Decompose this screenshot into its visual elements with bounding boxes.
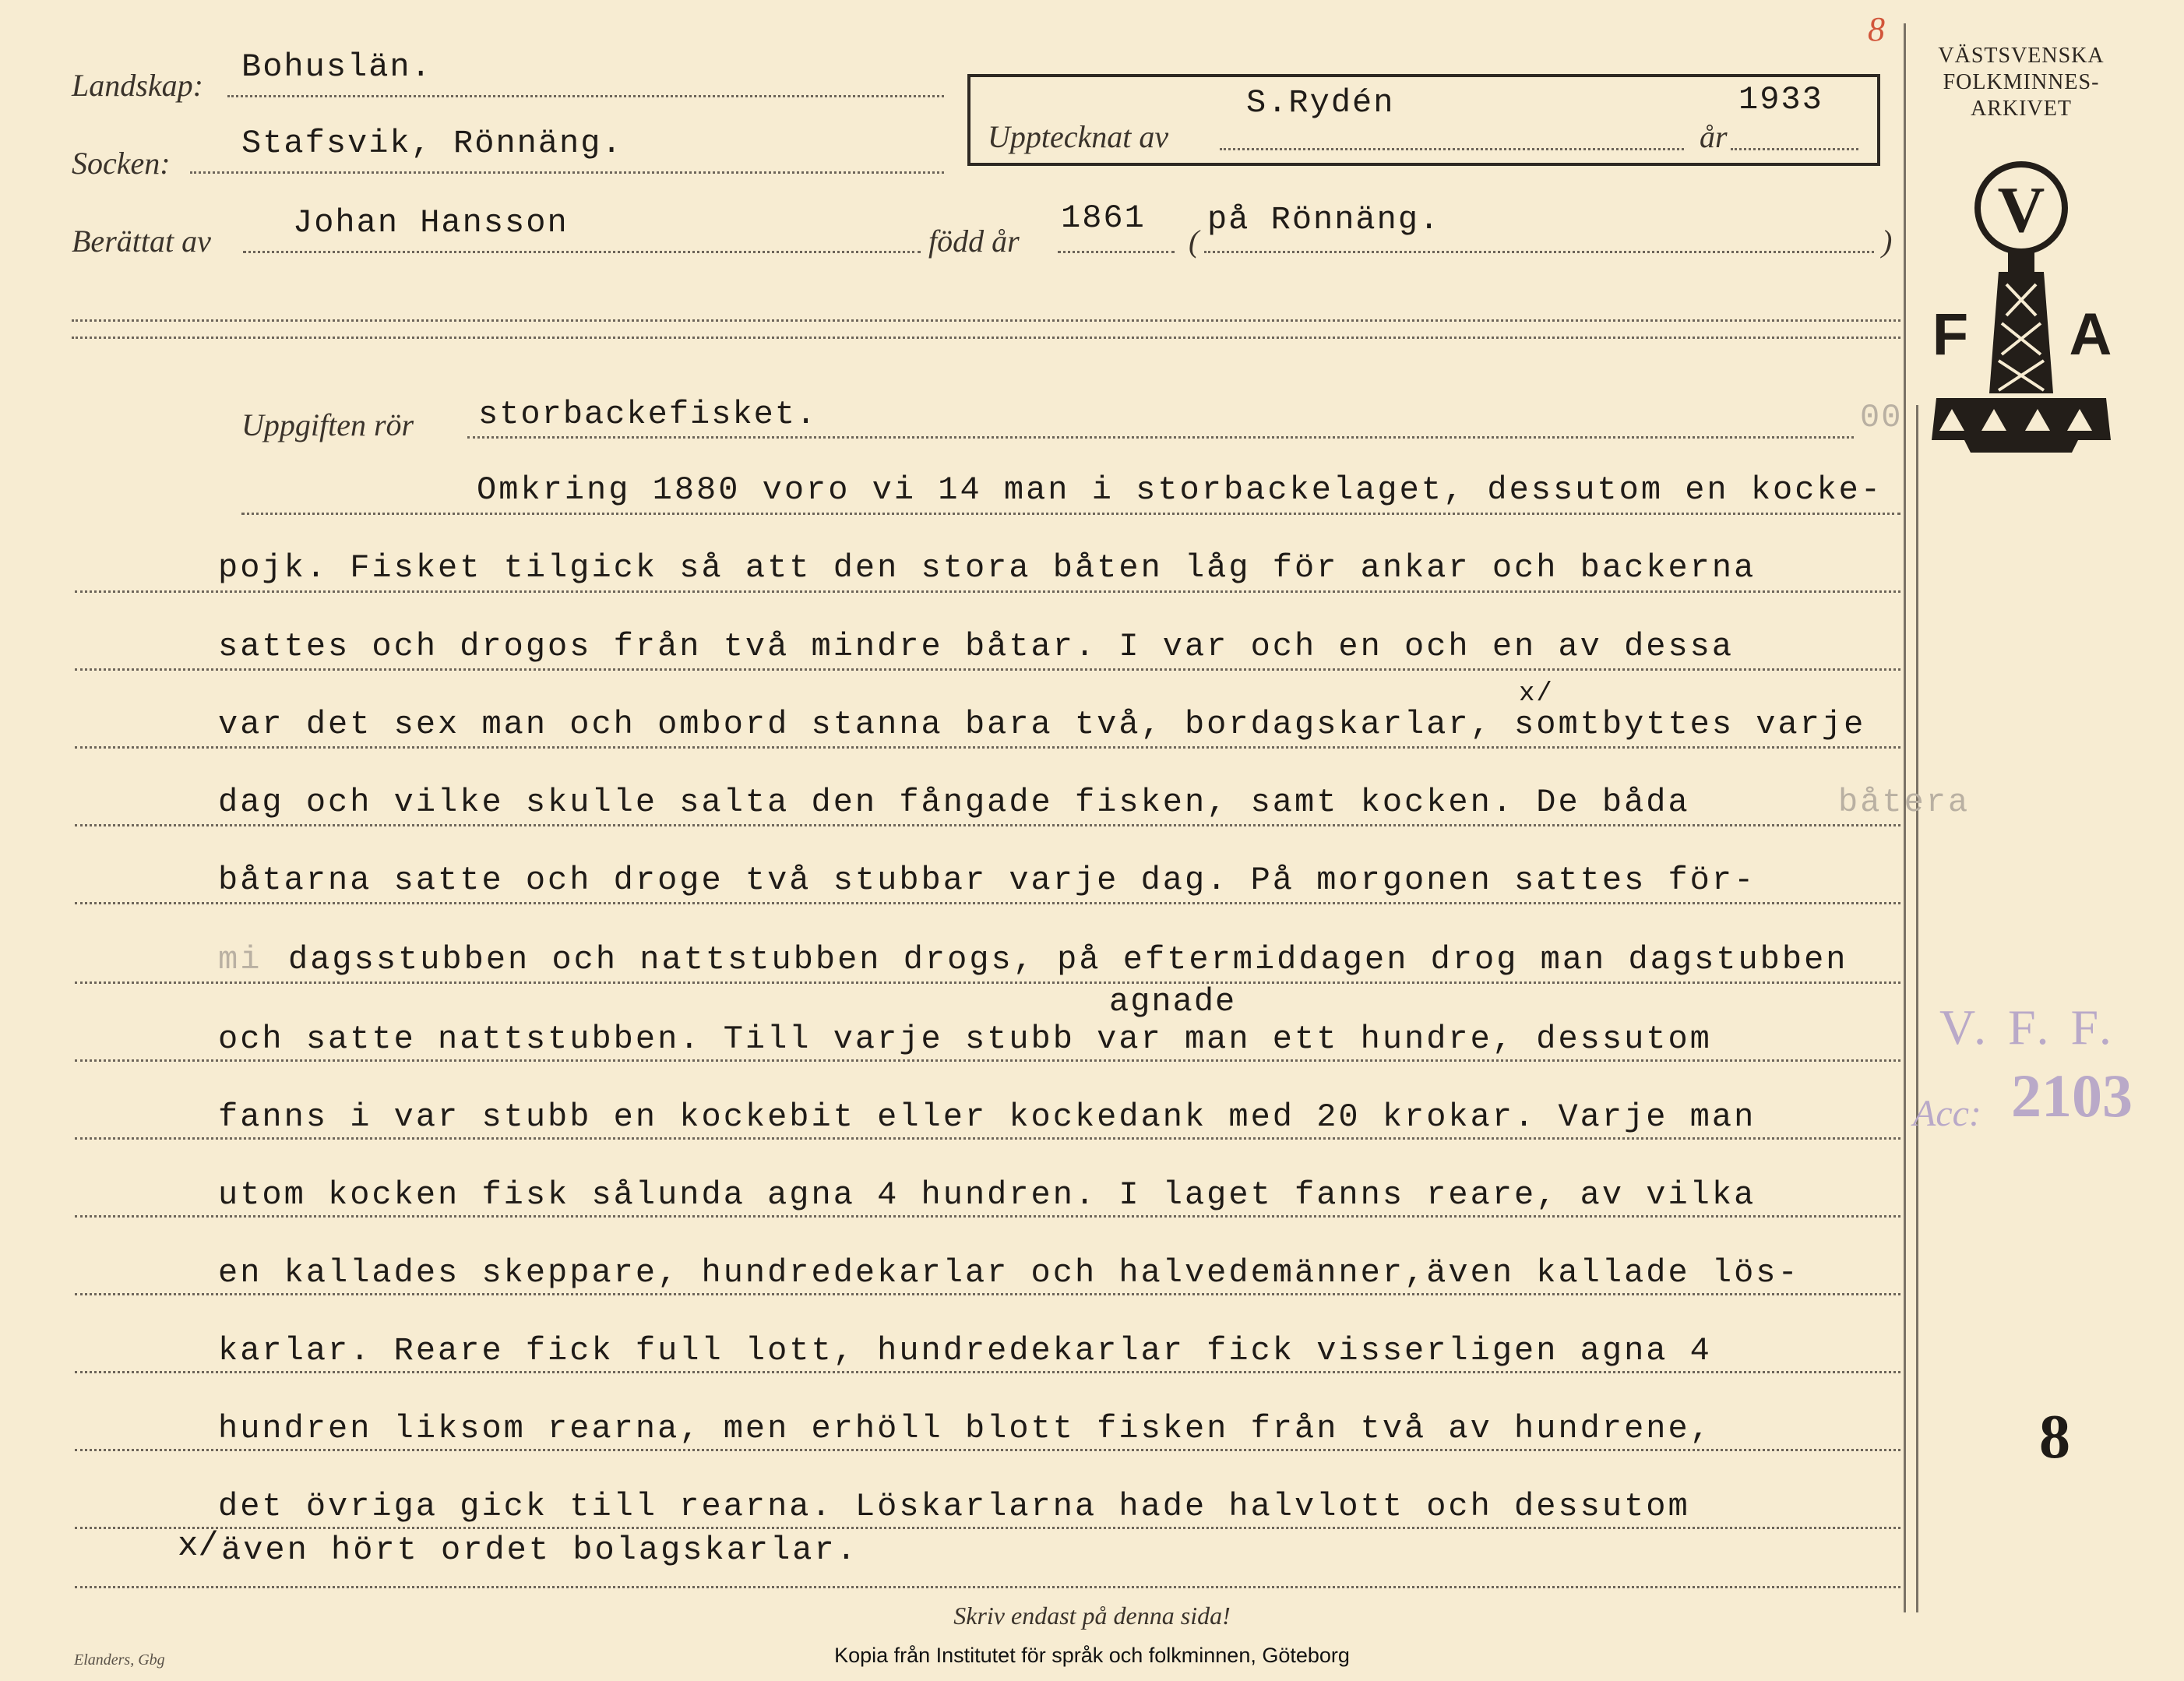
body-line-7: dagsstubben och nattstubben drogs, på eftermiddagen drog man dagstubben bbox=[288, 941, 1848, 978]
narrated-by-label: Berättat av bbox=[72, 224, 211, 259]
body-line-1: Omkring 1880 voro vi 14 man i storbackelaget, dessutom en kocke- bbox=[477, 471, 1883, 509]
stamp-acc-prefix: Acc: bbox=[1913, 1093, 1981, 1134]
archive-name-line1: VÄSTSVENSKA bbox=[1938, 44, 2105, 68]
subject-label: Uppgiften rör bbox=[241, 407, 414, 442]
body-rule-2 bbox=[75, 590, 1900, 593]
recorded-by-dotted-line bbox=[1220, 148, 1684, 150]
stamp-acc-number: 2103 bbox=[2011, 1062, 2133, 1129]
write-one-side-note: Skriv endast på denna sida! bbox=[953, 1602, 1231, 1630]
birthplace-value: på Rönnäng. bbox=[1207, 201, 1441, 238]
margin-rule-right bbox=[1916, 405, 1918, 1612]
body-line-13: hundren liksom rearna, men erhöll blott fisken från två av hundrene, bbox=[218, 1410, 1712, 1447]
archive-name-line2: FOLKMINNES- bbox=[1943, 70, 2100, 94]
subject-dotted-line bbox=[467, 436, 1854, 439]
place-paren-close: ) bbox=[1882, 224, 1893, 259]
landskap-label: Landskap: bbox=[72, 68, 203, 103]
year-label: år bbox=[1700, 119, 1728, 154]
narrated-by-dotted-line bbox=[243, 251, 921, 253]
body-line-4: var det sex man och ombord stanna bara två, bordagskarlar, somtbyttes varje bbox=[218, 706, 1866, 743]
birthplace-dotted-line bbox=[1204, 251, 1874, 253]
corner-mark: 8 bbox=[1868, 10, 1885, 48]
socken-dotted-line bbox=[190, 171, 944, 174]
body-rule-12 bbox=[75, 1371, 1900, 1373]
socken-label: Socken: bbox=[72, 146, 171, 181]
place-paren-open: ( bbox=[1189, 224, 1199, 259]
body-rule-7 bbox=[75, 981, 1900, 984]
page-number: 8 bbox=[2039, 1403, 2070, 1471]
logo-letter-a: A bbox=[2069, 301, 2112, 368]
body-rule-13 bbox=[75, 1449, 1900, 1451]
logo-letter-v: V bbox=[1997, 174, 2045, 246]
body-rule-8 bbox=[75, 1059, 1900, 1062]
body-rule-3 bbox=[75, 668, 1900, 671]
margin-strike-00: 00 bbox=[1860, 399, 1903, 436]
subject-value: storbackefisket. bbox=[478, 396, 818, 433]
recorded-by-label: Upptecknat av bbox=[988, 119, 1169, 154]
body-rule-5 bbox=[75, 824, 1900, 826]
narrated-by-value: Johan Hansson bbox=[293, 204, 569, 241]
body-rule-1 bbox=[241, 513, 1900, 515]
hammer-logo-icon bbox=[1924, 160, 2119, 460]
copy-attribution: Kopia från Institutet för språk och folkminnen, Göteborg bbox=[834, 1644, 1350, 1667]
logo-letter-f: F bbox=[1932, 301, 1969, 368]
year-value: 1933 bbox=[1738, 81, 1823, 118]
body-rule-9 bbox=[75, 1137, 1900, 1140]
body-line-11: en kallades skeppare, hundredekarlar och halvedemänner,även kallade lös- bbox=[218, 1254, 1800, 1292]
body-line-3: sattes och drogos från två mindre båtar. I var och en och en av dessa bbox=[218, 628, 1735, 665]
body-rule-15 bbox=[75, 1586, 1900, 1588]
body-strike-batera: båtera bbox=[1838, 784, 1971, 821]
born-year-value: 1861 bbox=[1061, 199, 1146, 237]
footnote-mark: x/ bbox=[178, 1527, 219, 1566]
separator-rule-2 bbox=[72, 337, 1900, 339]
stamp-vff: V. F. F. bbox=[1939, 999, 2116, 1055]
body-line-5: dag och vilke skulle salta den fångade fisken, samt kocken. De båda bbox=[218, 784, 1690, 821]
body-rule-6 bbox=[75, 902, 1900, 904]
body-line-2: pojk. Fisket tilgick så att den stora båten låg för ankar och backerna bbox=[218, 549, 1756, 587]
born-label: född år bbox=[928, 224, 1020, 259]
body-line-10: utom kocken fisk sålunda agna 4 hundren. I laget fanns reare, av vilka bbox=[218, 1176, 1756, 1214]
body-rule-4 bbox=[75, 746, 1900, 749]
body-line-9: fanns i var stubb en kockebit eller kockedank med 20 krokar. Varje man bbox=[218, 1098, 1756, 1136]
insert-agnade: agnade bbox=[1109, 983, 1237, 1020]
body-line-12: karlar. Reare fick full lott, hundredekarlar fick visserligen agna 4 bbox=[218, 1332, 1712, 1369]
recorded-by-value: S.Rydén bbox=[1246, 84, 1395, 122]
body-strike-mi: mi bbox=[218, 941, 262, 978]
year-dotted-line bbox=[1731, 148, 1858, 150]
separator-rule-1 bbox=[72, 319, 1900, 322]
body-rule-11 bbox=[75, 1293, 1900, 1295]
archive-name-line3: ARKIVET bbox=[1971, 97, 2072, 121]
body-line-14: det övriga gick till rearna. Löskarlarna hade halvlott och dessutom bbox=[218, 1488, 1690, 1525]
body-rule-14 bbox=[75, 1527, 1900, 1529]
printer-mark: Elanders, Gbg bbox=[74, 1651, 165, 1669]
footnote-text: även hört ordet bolagskarlar. bbox=[221, 1531, 858, 1569]
socken-value: Stafsvik, Rönnäng. bbox=[241, 125, 623, 162]
landskap-value: Bohuslän. bbox=[241, 48, 432, 86]
body-line-8: och satte nattstubben. Till varje stubb var man ett hundre, dessutom bbox=[218, 1020, 1712, 1058]
body-rule-10 bbox=[75, 1215, 1900, 1218]
born-year-dotted-line bbox=[1058, 251, 1175, 253]
insert-mark: x/ bbox=[1519, 679, 1554, 709]
landskap-dotted-line bbox=[227, 95, 944, 97]
body-line-6: båtarna satte och droge två stubbar varje dag. På morgonen sattes för- bbox=[218, 862, 1756, 899]
